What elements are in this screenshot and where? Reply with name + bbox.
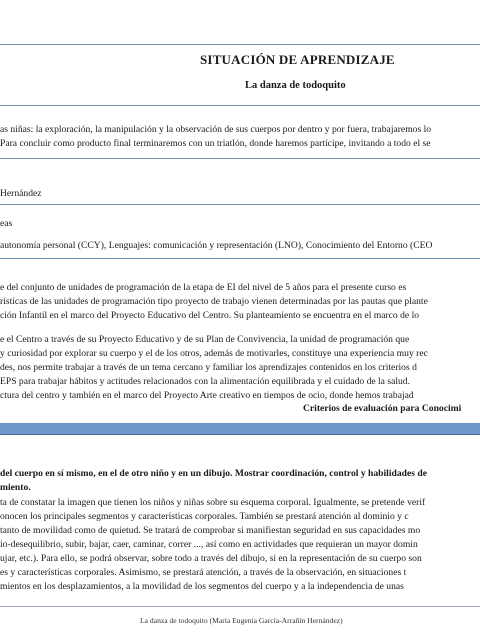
section-rule [0,204,480,205]
footer-rule [0,606,480,607]
criterion-line: ta de constatar la imagen que tienen los niños y niñas sobre su esquema corporal. Igualmente, se pretende verif [0,497,426,508]
criteria-bar [0,423,480,434]
areas-label: eas [0,218,13,229]
author-field: Hernández [0,188,42,199]
justification-line: EPS para trabajar hábitos y actitudes relacionados con la alimentación equilibrada y el cuidado de la salud. [0,376,410,387]
page-subtitle: La danza de todoquito [245,80,346,91]
header-rule [0,44,480,45]
page-footer: La danza de todoquito (María Eugenia García-Arrañín Hernández) [140,616,343,625]
criterion-line: mientos en los desplazamientos, a la movilidad de los segmentos del cuerpo y a la independencia de unas [0,581,404,592]
header-bottom-rule [0,105,480,106]
criterion-title-line: miento. [0,482,31,493]
criterion-line: ujar, etc.). Para ello, se podrá observar, sobre todo a través del dibujo, si en la representación de su cuerpo son [0,553,422,564]
criterion-line: io-desequilibrio, subir, bajar, caer, caminar, correr ..., así como en actividades que requieran un mayor domin [0,539,418,550]
page-title: SITUACIÓN DE APRENDIZAJE [200,52,395,67]
section-rule [0,258,480,259]
justification-line: ción Infantil en el marco del Proyecto Educativo del Centro. Su planteamiento se encuentra en el marco de lo [0,310,420,321]
areas-list: autonomía personal (CCY), Lenguajes: comunicación y representación (LNO), Conocimiento del Entorno (CEO [0,240,433,251]
criteria-heading: Criterios de evaluación para Conocimi [303,403,462,414]
intro-line: Para concluir como producto final terminaremos con un triatlón, donde haremos partícipe, invitando a todo el se [0,138,431,149]
justification-line: e del conjunto de unidades de programación de la etapa de EI del nivel de 5 años para el presente curso es [0,282,407,293]
criterion-line: tanto de movilidad como de quietud. Se tratará de comprobar si manifiestan seguridad en sus capacidades mo [0,525,421,536]
justification-line: y curiosidad por explorar su cuerpo y el de los otros, además de motivarles, constituye una experiencia muy rec [0,348,428,359]
intro-line: as niñas: la exploración, la manipulación y la observación de sus cuerpos por dentro y por fuera, trabajaremos lo [0,124,432,135]
criterion-title-line: del cuerpo en sí mismo, en el de otro niño y en un dibujo. Mostrar coordinación, control y habilidades de [0,468,427,479]
criterion-line: onocen los principales segmentos y características corporales. También se prestará atención al dominio y c [0,511,409,522]
justification-line: rísticas de las unidades de programación tipo proyecto de trabajo vienen determinadas por las pautas que plante [0,296,428,307]
justification-line: e el Centro a través de su Proyecto Educativo y de su Plan de Convivencia, la unidad de programación que [0,334,410,345]
criteria-bar-edge [0,434,480,435]
justification-line: des, nos permite trabajar a través de un tema cercano y familiar los aprendizajes contenidos en los criterios d [0,362,417,373]
section-rule [0,158,480,159]
justification-line: ctura del centro y también en el marco del Proyecto Arte creativo en tiempos de ocio, donde hemos trabajad [0,390,414,401]
criterion-line: es y características corporales. Asimismo, se prestará atención, a través de la observación, en situaciones t [0,567,407,578]
